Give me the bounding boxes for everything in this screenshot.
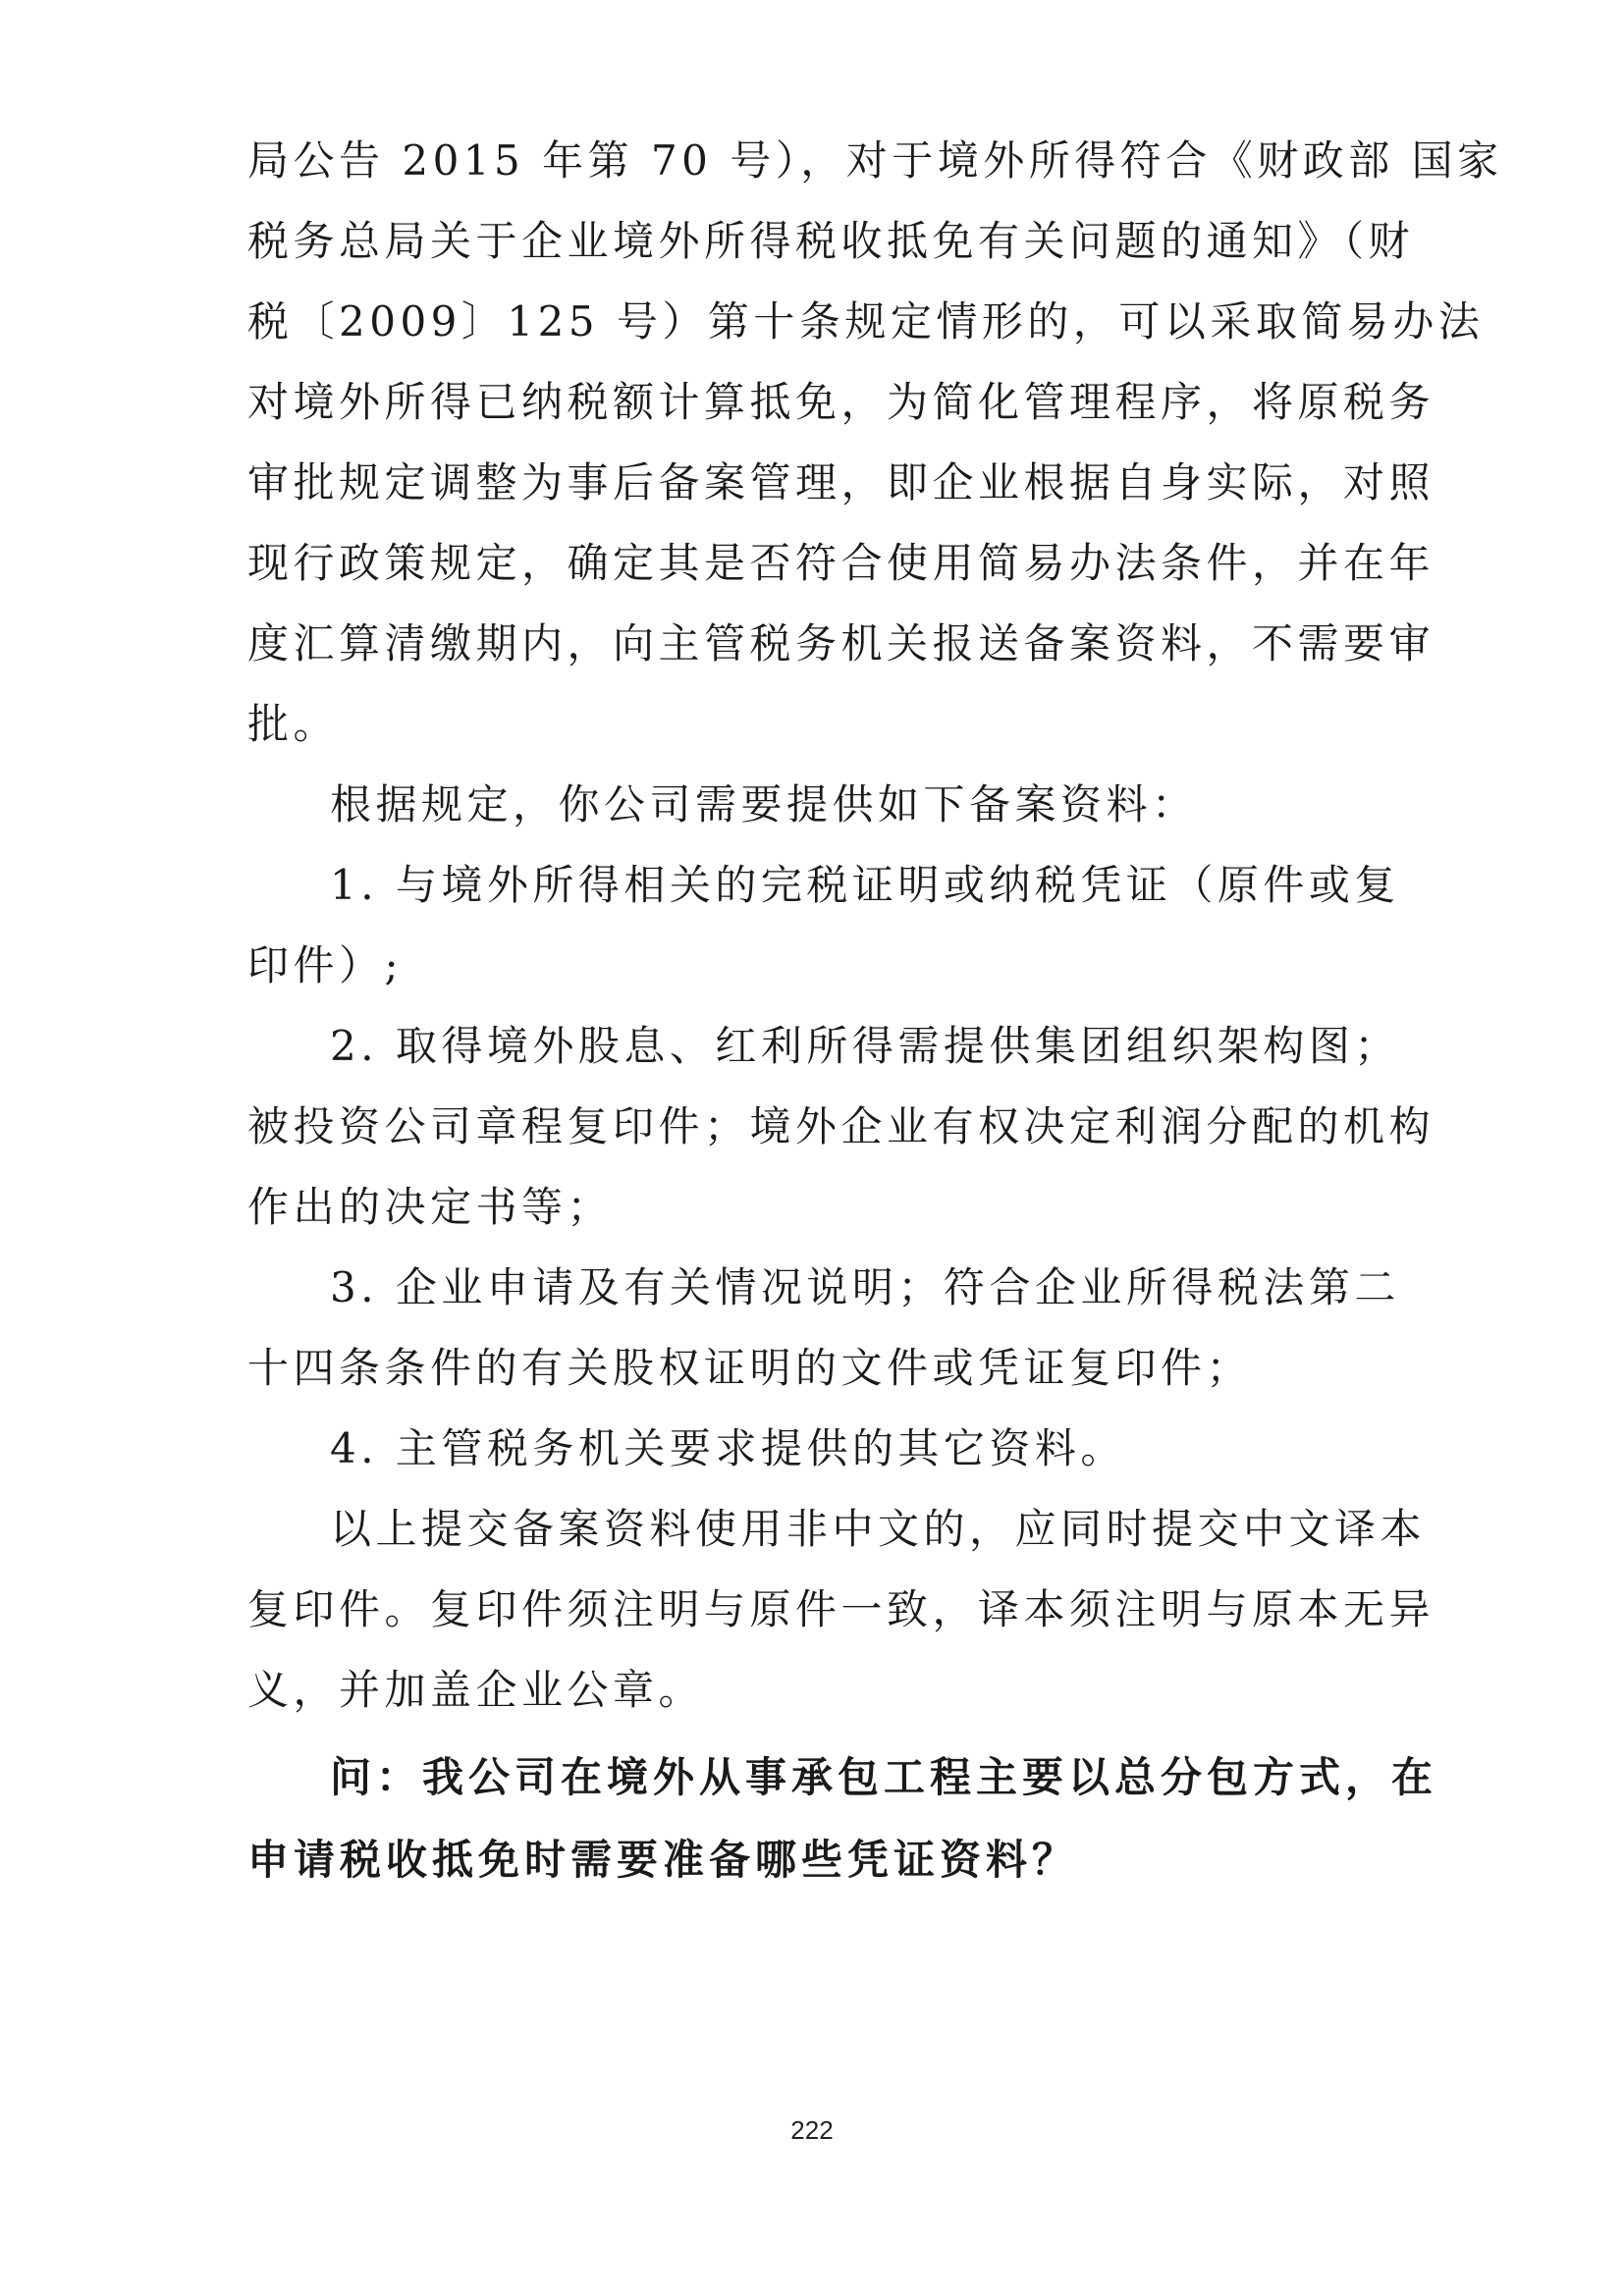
body-text-line: 根据规定，你公司需要提供如下备案资料： — [330, 780, 1198, 828]
body-text-line: 复印件。复印件须注明与原件一致，译本须注明与原本无异 — [247, 1585, 1435, 1633]
list-item-line: 作出的决定书等； — [247, 1183, 614, 1231]
list-item-line: 2. 取得境外股息、红利所得需提供集团组织架构图； — [330, 1022, 1400, 1070]
body-text-line: 现行政策规定，确定其是否符合使用简易办法条件，并在年 — [247, 539, 1435, 587]
list-item-line: 1. 与境外所得相关的完税证明或纳税凭证（原件或复 — [330, 861, 1400, 909]
list-item-line: 3. 企业申请及有关情况说明；符合企业所得税法第二 — [330, 1263, 1400, 1311]
question-heading-line: 问：我公司在境外从事承包工程主要以总分包方式，在 — [330, 1753, 1438, 1801]
body-text-line: 税〔2009〕125 号）第十条规定情形的，可以采取简易办法 — [247, 297, 1485, 346]
body-text-line: 局公告 2015 年第 70 号），对于境外所得符合《财政部 国家 — [247, 136, 1503, 185]
page-number: 222 — [790, 2115, 834, 2145]
list-item-line: 被投资公司章程复印件；境外企业有权决定利润分配的机构 — [247, 1102, 1435, 1150]
body-text-line: 对境外所得已纳税额计算抵免，为简化管理程序，将原税务 — [247, 378, 1435, 426]
body-text-line: 度汇算清缴期内，向主管税务机关报送备案资料，不需要审 — [247, 619, 1435, 667]
body-text-line: 税务总局关于企业境外所得税收抵免有关问题的通知》（财 — [247, 217, 1415, 265]
body-text-line: 义，并加盖企业公章。 — [247, 1666, 705, 1714]
body-text-line: 以上提交备案资料使用非中文的，应同时提交中文译本 — [330, 1505, 1427, 1553]
list-item-line: 4. 主管税务机关要求提供的其它资料。 — [330, 1424, 1126, 1472]
list-item-line: 印件）; — [247, 941, 404, 989]
list-item-line: 十四条条件的有关股权证明的文件或凭证复印件； — [247, 1344, 1253, 1392]
body-text-line: 审批规定调整为事后备案管理，即企业根据自身实际，对照 — [247, 458, 1435, 507]
question-heading-line: 申请税收抵免时需要准备哪些凭证资料？ — [247, 1836, 1079, 1884]
body-text-line: 批。 — [247, 700, 340, 748]
